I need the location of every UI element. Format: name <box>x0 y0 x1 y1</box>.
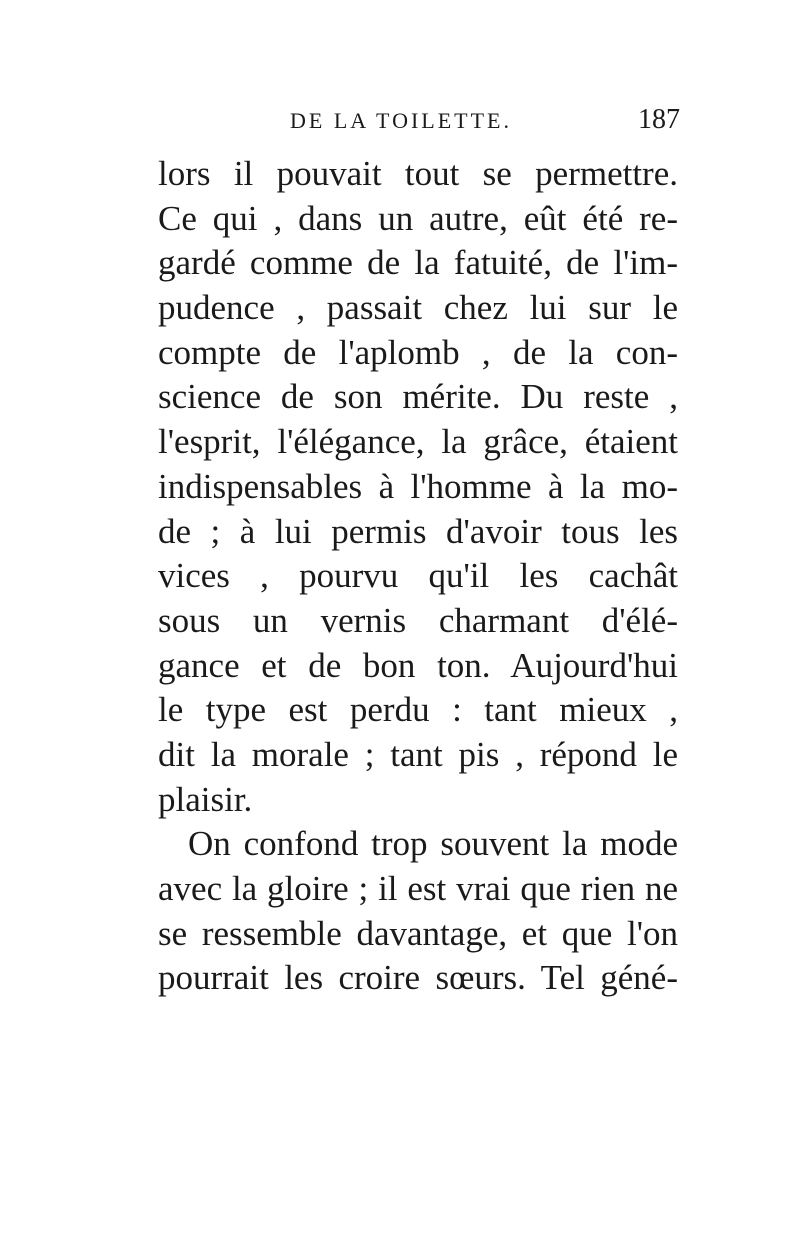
text-line: se ressemble davantage, et que l'on <box>158 913 678 953</box>
running-title: DE LA TOILETTE. <box>290 108 512 133</box>
text-line: sous un vernis charmant d'élé- <box>158 600 678 640</box>
text-line: vices , pourvu qu'il les cachât <box>158 556 678 596</box>
text-line: gance et de bon ton. Aujourd'hui <box>158 645 678 685</box>
page-number: 187 <box>638 104 680 135</box>
text-line: l'esprit, l'élégance, la grâce, étaient <box>158 422 678 462</box>
body-text <box>158 152 678 1001</box>
text-line: avec la gloire ; il est vrai que rien ne <box>158 869 678 908</box>
text-line: Ce qui , dans un autre, eût été re- <box>158 198 678 238</box>
text-line: lors il pouvait tout se permettre. <box>158 154 678 193</box>
text-line: science de son mérite. Du reste , <box>158 377 678 417</box>
text-line: pudence , passait chez lui sur le <box>158 288 678 328</box>
text-line: plaisir. <box>158 779 253 819</box>
running-head <box>160 104 680 148</box>
text-line: On confond trop souvent la mode <box>188 824 678 864</box>
text-line: compte de l'aplomb , de la con- <box>158 332 678 372</box>
text-line: dit la morale ; tant pis , répond le <box>158 734 678 774</box>
text-line: pourrait les croire sœurs. Tel géné- <box>158 958 678 998</box>
text-line: de ; à lui permis d'avoir tous les <box>158 511 678 551</box>
text-line: gardé comme de la fatuité, de l'im- <box>158 243 678 283</box>
text-line: indispensables à l'homme à la mo- <box>158 466 678 506</box>
text-line: le type est perdu : tant mieux , <box>158 690 678 730</box>
